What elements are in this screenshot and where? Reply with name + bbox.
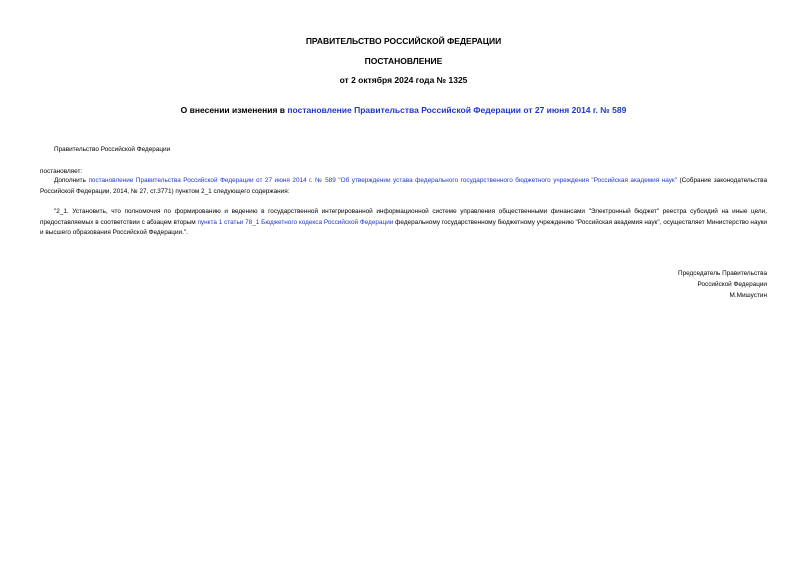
paragraph-new-clause [40,207,767,239]
document-title [0,105,807,116]
budget-code-link[interactable]: пункта 1 статьи 78_1 Бюджетного кодекса Российской Федерации [197,218,394,226]
signature-name: М.Мишустин [729,292,767,299]
government-heading: ПРАВИТЕЛЬСТВО РОССИЙСКОЙ ФЕДЕРАЦИИ [305,36,502,46]
p2-suffix: федеральному государственному бюджетному учреждению "Российская академия наук", осуществляет Министерство науки и высшего образования Российской Федерации.". [40,218,768,236]
signature-title-2: Российской Федерации [697,281,767,288]
date-number-heading: от 2 октября 2024 года № 1325 [339,75,468,85]
issuer-text: Правительство Российской Федерации [54,146,171,153]
charter-approval-link[interactable]: "Об утверждении устава федерального государственного бюджетного учреждения "Российская академия наук" [338,177,677,184]
title-prefix: О внесении изменения в [180,105,288,115]
signature-title: Председатель Правительства [678,270,767,277]
p2-prefix: "2_1. Установить, что полномочия по формированию и ведению в государственной интегрированной информационной системе управления общественными финансами "Электронный бюджет" реестра субсидий на иные цели, предоставляемых в соответствии с абзацем вторым [40,208,767,226]
decree-589-link[interactable]: постановление Правительства Российской Федерации от 27 июня 2014 г. № 589 [88,177,336,184]
decrees-text: постановляет: [40,168,83,175]
document-type-heading: ПОСТАНОВЛЕНИЕ [364,56,443,66]
p1-suffix: (Собрание законодательства Российской Федерации, 2014, № 27, ст.3771) пунктом 2_1 следующего содержания: [40,177,767,195]
title-amended-decree-link[interactable]: постановление Правительства Российской Федерации от 27 июня 2014 г. № 589 [287,105,627,115]
p1-prefix: Дополнить [54,177,89,184]
paragraph-amendment [40,176,767,197]
